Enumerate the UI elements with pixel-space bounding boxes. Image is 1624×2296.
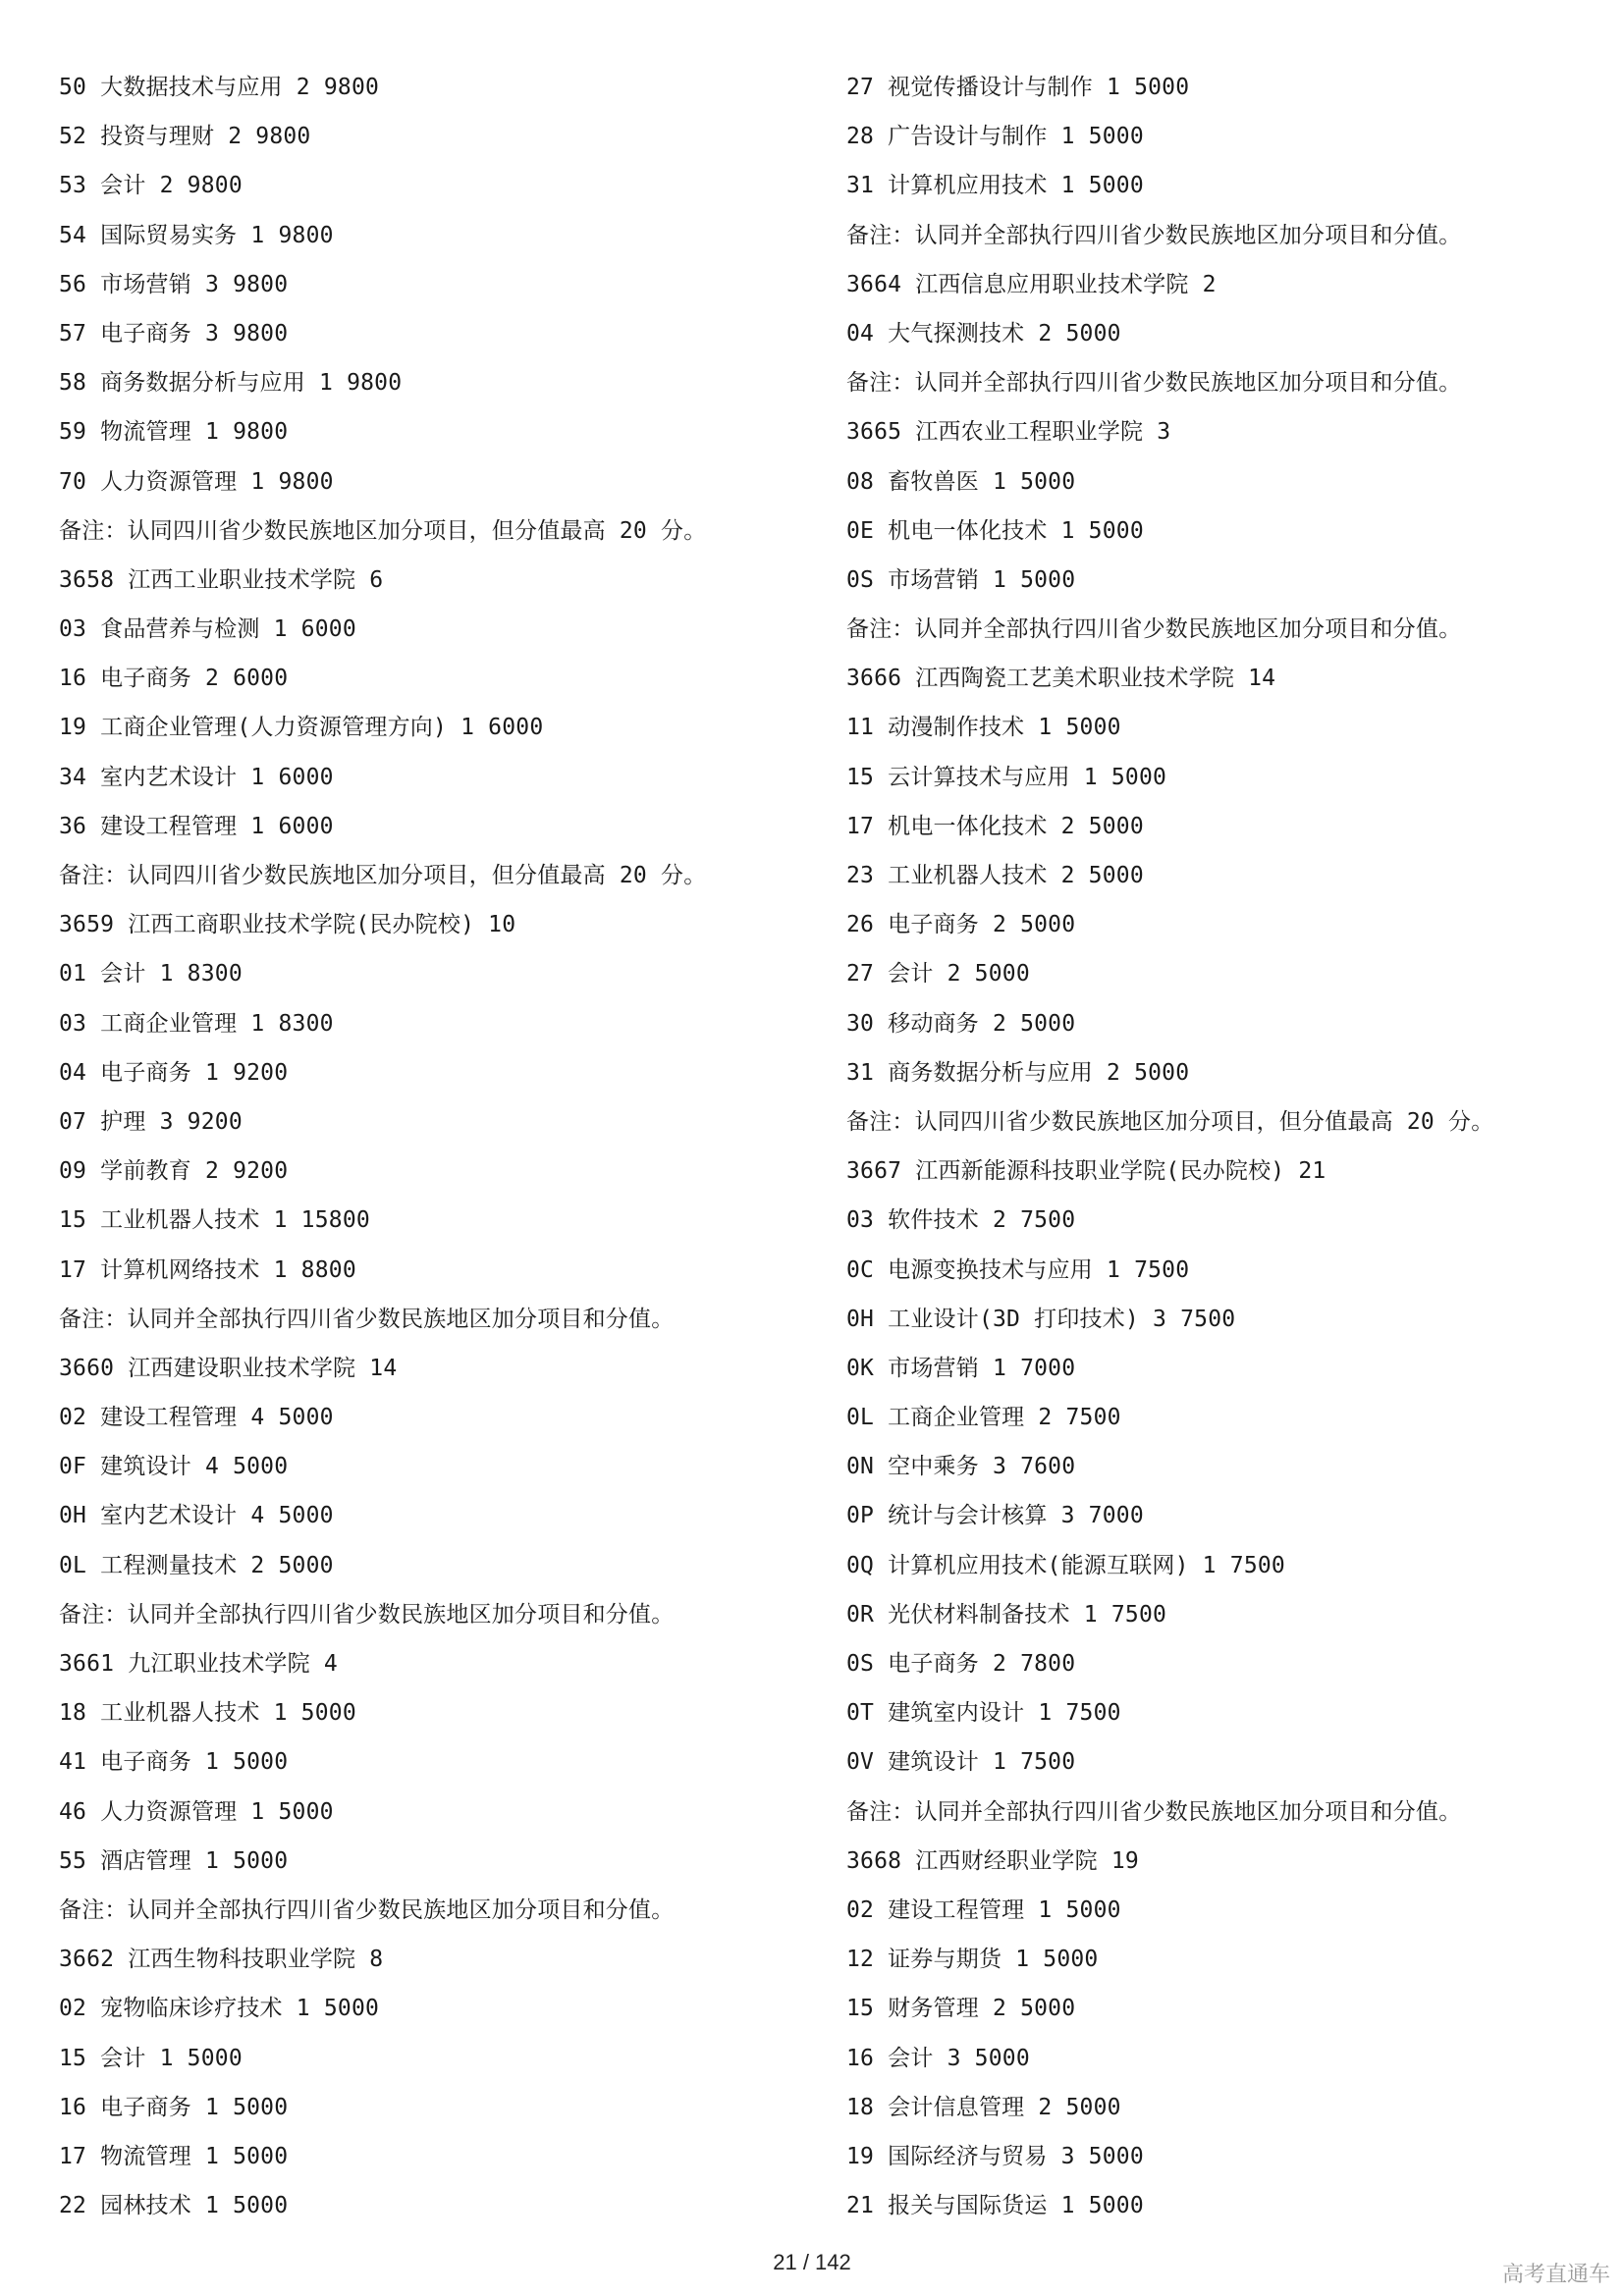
text-line: 3659 江西工商职业技术学院(民办院校) 10 [59,912,516,938]
text-line: 58 商务数据分析与应用 1 9800 [59,370,403,397]
text-line: 04 大气探测技术 2 5000 [846,320,1121,347]
text-line: 22 园林技术 1 5000 [59,2193,289,2219]
text-line: 0H 室内艺术设计 4 5000 [59,1503,334,1529]
right-column [846,63,1612,2230]
page-number: 21 / 142 [773,2250,851,2274]
text-line: 0F 建筑设计 4 5000 [59,1454,289,1480]
text-line: 0E 机电一体化技术 1 5000 [846,517,1144,544]
text-line: 备注：认同四川省少数民族地区加分项目，但分值最高 20 分。 [59,517,707,544]
text-line: 36 建设工程管理 1 6000 [59,813,334,839]
text-line: 17 机电一体化技术 2 5000 [846,813,1144,839]
text-line: 15 财务管理 2 5000 [846,1996,1076,2022]
text-line: 0T 建筑室内设计 1 7500 [846,1700,1121,1727]
text-line: 70 人力资源管理 1 9800 [59,468,334,495]
text-line: 0S 市场营销 1 5000 [846,566,1076,593]
text-line: 18 工业机器人技术 1 5000 [59,1700,356,1727]
text-line: 02 建设工程管理 1 5000 [846,1896,1121,1923]
text-line: 23 工业机器人技术 2 5000 [846,863,1144,888]
text-line: 备注：认同并全部执行四川省少数民族地区加分项目和分值。 [846,222,1462,248]
text-line: 46 人力资源管理 1 5000 [59,1798,334,1825]
text-line: 02 宠物临床诊疗技术 1 5000 [59,1996,380,2022]
text-line: 17 物流管理 1 5000 [59,2143,289,2169]
text-line: 03 软件技术 2 7500 [846,1207,1076,1234]
text-line: 56 市场营销 3 9800 [59,271,289,297]
text-line: 18 会计信息管理 2 5000 [846,2094,1121,2120]
text-line: 31 商务数据分析与应用 2 5000 [846,1059,1190,1086]
text-line: 备注：认同并全部执行四川省少数民族地区加分项目和分值。 [846,616,1462,643]
text-line: 3664 江西信息应用职业技术学院 2 [846,271,1217,297]
text-line: 0L 工商企业管理 2 7500 [846,1405,1121,1431]
text-line: 02 建设工程管理 4 5000 [59,1405,334,1431]
text-line: 0Q 计算机应用技术(能源互联网) 1 7500 [846,1552,1285,1578]
text-line: 3668 江西财经职业学院 19 [846,1847,1139,1874]
text-line: 3667 江西新能源科技职业学院(民办院校) 21 [846,1158,1326,1185]
text-line: 31 计算机应用技术 1 5000 [846,173,1144,199]
text-line: 0C 电源变换技术与应用 1 7500 [846,1256,1190,1283]
text-line: 01 会计 1 8300 [59,961,243,988]
text-line: 54 国际贸易实务 1 9800 [59,222,334,248]
text-line: 57 电子商务 3 9800 [59,320,289,347]
text-line: 19 国际经济与贸易 3 5000 [846,2143,1144,2169]
text-line: 备注：认同并全部执行四川省少数民族地区加分项目和分值。 [59,1306,675,1332]
text-line: 53 会计 2 9800 [59,173,243,199]
text-line: 03 工商企业管理 1 8300 [59,1010,334,1037]
text-line: 34 室内艺术设计 1 6000 [59,764,334,790]
text-line: 0V 建筑设计 1 7500 [846,1749,1076,1776]
text-line: 55 酒店管理 1 5000 [59,1847,289,1874]
text-line: 19 工商企业管理(人力资源管理方向) 1 6000 [59,715,544,741]
text-line: 15 工业机器人技术 1 15800 [59,1207,370,1234]
text-line: 11 动漫制作技术 1 5000 [846,715,1121,741]
text-line: 50 大数据技术与应用 2 9800 [59,75,380,100]
text-line: 0H 工业设计(3D 打印技术) 3 7500 [846,1306,1236,1332]
text-line: 26 电子商务 2 5000 [846,912,1076,938]
text-line: 备注：认同并全部执行四川省少数民族地区加分项目和分值。 [59,1896,675,1923]
text-line: 0S 电子商务 2 7800 [846,1651,1076,1677]
text-line: 备注：认同并全部执行四川省少数民族地区加分项目和分值。 [846,370,1462,397]
text-line: 41 电子商务 1 5000 [59,1749,289,1776]
text-line: 3660 江西建设职业技术学院 14 [59,1355,398,1381]
text-line: 03 食品营养与检测 1 6000 [59,616,356,643]
text-line: 0N 空中乘务 3 7600 [846,1454,1076,1480]
text-line: 08 畜牧兽医 1 5000 [846,468,1076,495]
text-line: 52 投资与理财 2 9800 [59,124,311,150]
text-line: 3661 九江职业技术学院 4 [59,1651,338,1677]
text-line: 0L 工程测量技术 2 5000 [59,1552,334,1578]
text-line: 21 报关与国际货运 1 5000 [846,2193,1144,2219]
text-line: 16 电子商务 1 5000 [59,2094,289,2120]
text-line: 备注：认同四川省少数民族地区加分项目，但分值最高 20 分。 [59,863,707,888]
text-line: 12 证券与期货 1 5000 [846,1947,1099,1973]
left-column [59,63,805,2230]
text-line: 04 电子商务 1 9200 [59,1059,289,1086]
text-line: 0P 统计与会计核算 3 7000 [846,1503,1144,1529]
text-line: 备注：认同并全部执行四川省少数民族地区加分项目和分值。 [59,1601,675,1628]
text-line: 16 电子商务 2 6000 [59,666,289,692]
text-line: 备注：认同并全部执行四川省少数民族地区加分项目和分值。 [846,1798,1462,1825]
text-line: 28 广告设计与制作 1 5000 [846,124,1144,150]
text-line: 15 云计算技术与应用 1 5000 [846,764,1167,790]
text-line: 16 会计 3 5000 [846,2045,1030,2071]
text-line: 17 计算机网络技术 1 8800 [59,1256,356,1283]
text-line: 3658 江西工业职业技术学院 6 [59,566,384,593]
text-line: 07 护理 3 9200 [59,1108,243,1135]
text-line: 30 移动商务 2 5000 [846,1010,1076,1037]
text-line: 59 物流管理 1 9800 [59,419,289,446]
text-line: 3666 江西陶瓷工艺美术职业技术学院 14 [846,666,1276,692]
text-line: 27 视觉传播设计与制作 1 5000 [846,75,1190,100]
text-line: 0K 市场营销 1 7000 [846,1355,1076,1381]
watermark-text: 高考直通车 [1501,2263,1610,2287]
text-line: 3662 江西生物科技职业学院 8 [59,1947,384,1973]
text-line: 3665 江西农业工程职业学院 3 [846,419,1171,446]
text-line: 15 会计 1 5000 [59,2045,243,2071]
text-line: 09 学前教育 2 9200 [59,1158,289,1185]
text-line: 0R 光伏材料制备技术 1 7500 [846,1601,1167,1628]
text-line: 备注：认同四川省少数民族地区加分项目，但分值最高 20 分。 [846,1108,1494,1135]
text-line: 27 会计 2 5000 [846,961,1030,988]
